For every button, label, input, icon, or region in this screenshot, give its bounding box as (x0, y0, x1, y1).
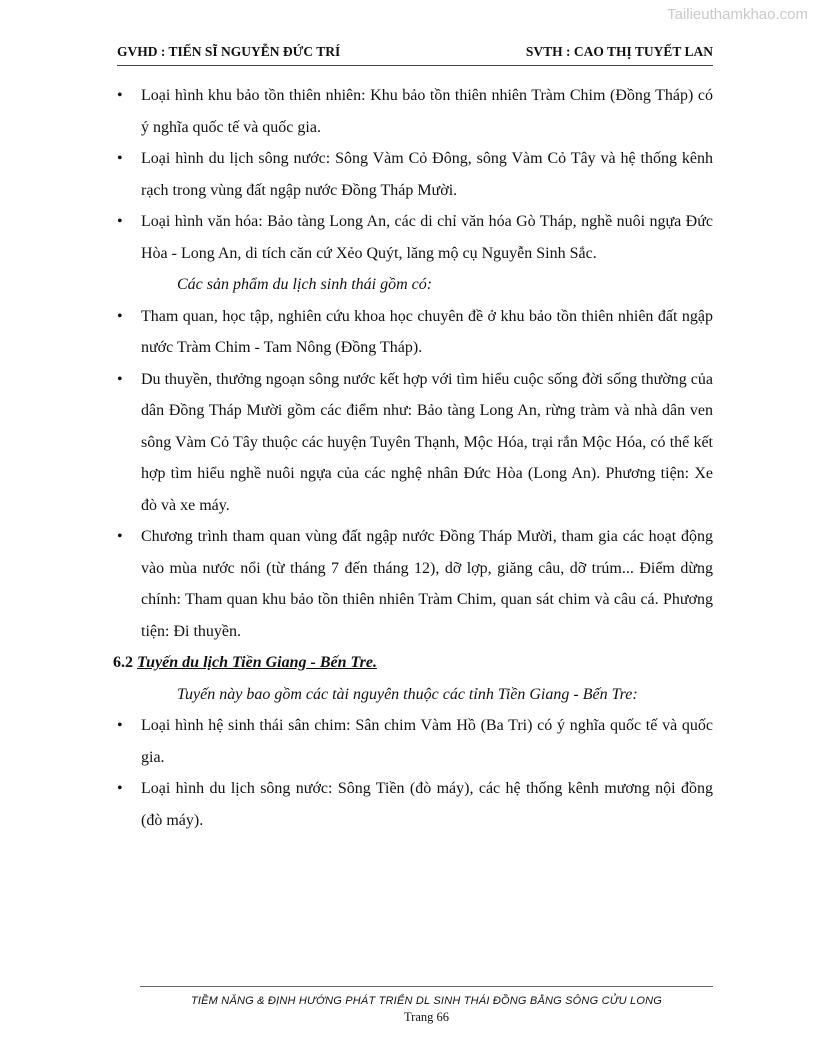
list-item-text: Loại hình khu bảo tồn thiên nhiên: Khu bảo tồn thiên nhiên Tràm Chim (Đồng Tháp) có ý nghĩa quốc tế và quốc gia. (141, 87, 713, 136)
bullet-icon: • (117, 780, 123, 797)
bullet-icon: • (117, 150, 123, 167)
list-item (117, 773, 713, 836)
bullet-icon: • (117, 307, 123, 325)
list-item-text: Loại hình du lịch sông nước: Sông Tiền (đò máy), các hệ thống kênh mương nội đồng (đò máy). (141, 780, 713, 829)
list-item (117, 301, 713, 364)
bullet-icon: • (117, 717, 123, 734)
list-item-text: Chương trình tham quan vùng đất ngập nước Đồng Tháp Mười, tham gia các hoạt động vào mùa nước nổi (từ tháng 7 đến tháng 12), dỡ lợp, giăng câu, dỡ trúm... Điểm dừng chính: Tham quan khu bảo tồn thiên nhiên Tràm Chim, quan sát chim và câu cá. Phương tiện: Đi thuyền. (141, 528, 713, 640)
list-item-text: Loại hình du lịch sông nước: Sông Vàm Cỏ Đông, sông Vàm Cỏ Tây và hệ thống kênh rạch trong vùng đất ngập nước Đồng Tháp Mười. (141, 150, 713, 199)
products-heading: Các sản phẩm du lịch sinh thái gồm có: (177, 276, 433, 293)
list-item-text: Tham quan, học tập, nghiên cứu khoa học chuyên đề ở khu bảo tồn thiên nhiên đất ngập nước Tràm Chim - Tam Nông (Đồng Tháp). (141, 307, 713, 356)
footer-title: TIỀM NĂNG & ĐỊNH HƯỚNG PHÁT TRIỂN DL SINH THÁI ĐỒNG BẰNG SÔNG CỬU LONG (190, 995, 663, 1007)
page-content (113, 80, 713, 836)
list-item (117, 143, 713, 206)
bullet-icon: • (117, 528, 123, 545)
header-student: SVTH : CAO THỊ TUYẾT LAN (525, 44, 713, 59)
list-item (117, 710, 713, 773)
section-heading (113, 647, 713, 679)
section-number: 6.2 (113, 654, 133, 671)
bullet-icon: • (117, 370, 123, 388)
list-item-text: Loại hình hệ sinh thái sân chim: Sân chim Vàm Hồ (Ba Tri) có ý nghĩa quốc tế và quốc gia. (141, 717, 713, 766)
watermark: Tailieuthamkhao.com (667, 6, 808, 23)
section-intro: Tuyến này bao gồm các tài nguyên thuộc các tỉnh Tiền Giang - Bến Tre: (177, 685, 638, 703)
page-footer (140, 986, 713, 1025)
list-item (117, 521, 713, 647)
list-item (117, 80, 713, 143)
list-item (117, 206, 713, 269)
page-number: Trang 66 (403, 1010, 450, 1024)
bullet-icon: • (117, 213, 123, 230)
list-item (117, 364, 713, 522)
bullet-icon: • (117, 87, 123, 104)
list-item-text: Loại hình văn hóa: Bảo tàng Long An, các di chỉ văn hóa Gò Tháp, nghề nuôi ngựa Đức Hòa - Long An, di tích căn cứ Xẻo Quýt, lăng mộ cụ Nguyễn Sinh Sắc. (141, 213, 713, 262)
page-header (117, 44, 713, 66)
section-title: Tuyến du lịch Tiền Giang - Bến Tre. (137, 654, 377, 671)
list-item-text: Du thuyền, thưởng ngoạn sông nước kết hợp với tìm hiểu cuộc sống đời sống thường của dân Đồng Tháp Mười gồm các điểm như: Bảo tàng Long An, rừng tràm và nhà dân ven sông Vàm Cỏ Tây thuộc các huyện Tuyên Thạnh, Mộc Hóa, trại rắn Mộc Hóa, có thể kết hợp tìm hiểu nghề nuôi ngựa của các nghệ nhân Đức Hòa (Long An). Phương tiện: Xe đò và xe máy. (141, 370, 713, 514)
header-advisor: GVHD : TIẾN SĨ NGUYỄN ĐỨC TRÍ (117, 44, 341, 59)
